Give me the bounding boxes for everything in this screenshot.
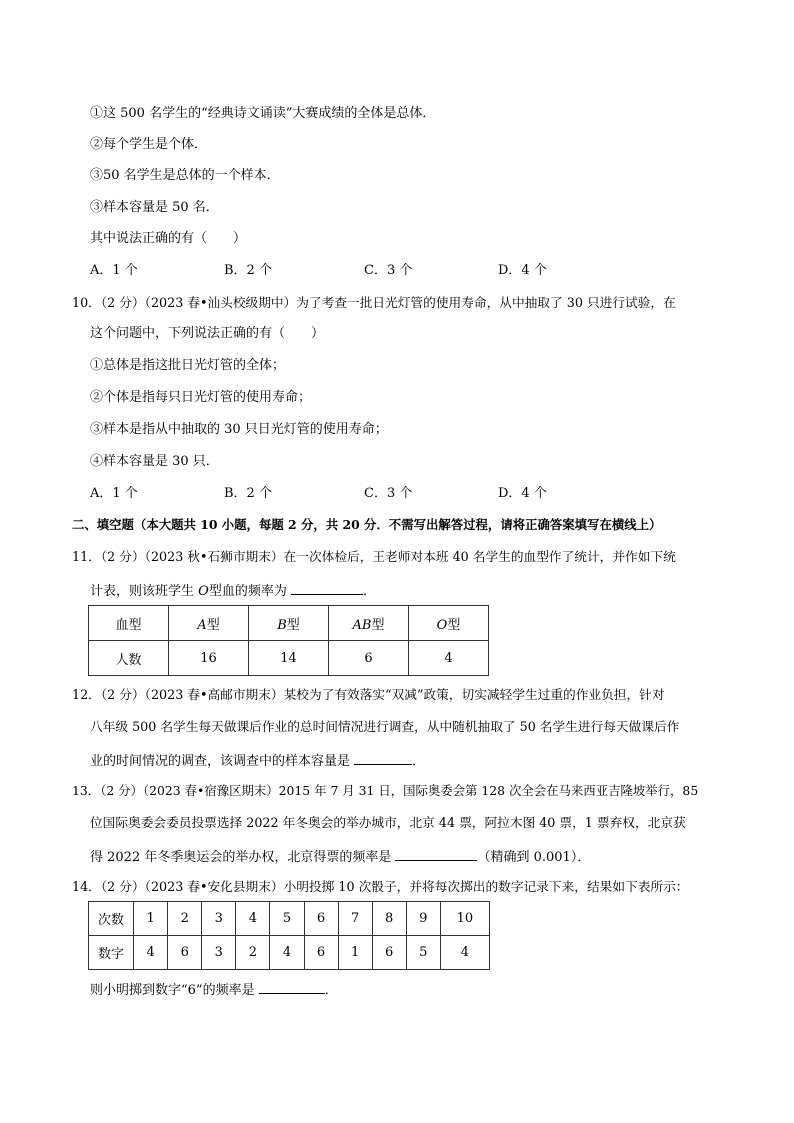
q10-statement-2: ②个体是指每只日光灯管的使用寿命； — [90, 390, 312, 405]
q13-line-1: 13．（2 分）（2023 春•宿豫区期末）2015 年 7 月 31 日，国际奥委会第 128 次全会在马来西亚吉隆坡举行，85 — [72, 783, 699, 798]
q13-line-2: 位国际奥委会委员投票选择 2022 年冬奥会的举办城市，北京 44 票，阿拉木图 40 票，1 票弃权，北京获 — [90, 815, 686, 830]
q14-count-cell: 9 — [406, 902, 440, 936]
q10-statement-3: ③样本是指从中抽取的 30 只日光灯管的使用寿命； — [90, 422, 388, 437]
q10-statement-1: ①总体是指这批日光灯管的全体； — [90, 358, 286, 373]
q10-statement-4: ④样本容量是 30 只． — [90, 454, 219, 469]
section-heading: 二、填空题（本大题共 10 小题，每题 2 分，共 20 分．不需写出解答过程，请将正确答案填写在横线上） — [72, 517, 662, 532]
q11-header-a: A型 — [169, 606, 249, 641]
q14-count-cell: 5 — [270, 902, 304, 936]
q14-row2-label: 数字 — [89, 936, 134, 970]
q11-value-a: 16 — [169, 641, 249, 676]
q14-count-cell: 8 — [372, 902, 406, 936]
q11-answer-blank[interactable] — [291, 580, 363, 595]
q14-count-cell: 6 — [304, 902, 338, 936]
q9-statement-3: ③50 名学生是总体的一个样本． — [90, 168, 280, 183]
q11-row-label: 人数 — [89, 641, 169, 676]
q14-number-cell: 4 — [440, 936, 489, 970]
q11-line-2b: 型血的频率为 — [208, 584, 291, 599]
q14-line-end-b: ． — [324, 983, 338, 998]
q12-answer-blank[interactable] — [354, 750, 412, 765]
q9-option-c: C．3 个 — [364, 263, 413, 278]
q14-count-cell: 10 — [440, 902, 489, 936]
q11-value-b: 14 — [249, 641, 329, 676]
q14-dice-table — [88, 901, 490, 970]
q11-blood-type-table — [88, 605, 489, 676]
q11-header-label: 血型 — [89, 606, 169, 641]
q9-option-b: B．2 个 — [224, 263, 272, 278]
q14-line-end-a: 则小明掷到数字“6”的频率是 — [90, 983, 259, 998]
q10-option-b: B．2 个 — [224, 486, 272, 501]
q11-header-ab: AB型 — [329, 606, 409, 641]
q11-line-2a: 计表，则该班学生 — [90, 584, 199, 599]
q14-number-cell: 4 — [134, 936, 168, 970]
q12-line-2: 八年级 500 名学生每天做课后作业的总时间情况进行调查，从中随机抽取了 50 名学生进行每天做课后作 — [90, 719, 680, 734]
q12-line-1: 12．（2 分）（2023 春•高邮市期末）某校为了有效落实“双减”政策，切实减轻学生过重的作业负担，针对 — [72, 687, 665, 702]
q10-option-a: A．1 个 — [90, 486, 138, 501]
q12-line-3-end: ． — [412, 754, 426, 769]
q13-answer-blank[interactable] — [395, 846, 477, 861]
q11-header-o: O型 — [409, 606, 489, 641]
q14-number-cell: 4 — [270, 936, 304, 970]
q10-option-d: D．4 个 — [498, 486, 547, 501]
q14-answer-blank[interactable] — [259, 979, 325, 994]
q9-option-d: D．4 个 — [498, 263, 547, 278]
q9-statement-4: ③样本容量是 50 名． — [90, 200, 219, 215]
q13-line-3 — [90, 846, 590, 867]
q14-row1-label: 次数 — [89, 902, 134, 936]
q14-count-cell: 3 — [202, 902, 236, 936]
q12-line-3 — [90, 750, 425, 771]
q14-number-cell: 6 — [372, 936, 406, 970]
q11-header-b: B型 — [249, 606, 329, 641]
q11-line-2-end: ． — [362, 584, 376, 599]
q11-value-ab: 6 — [329, 641, 409, 676]
q14-number-cell: 1 — [338, 936, 372, 970]
q14-line-1: 14．（2 分）（2023 春•安化县期末）小明投掷 10 次骰子，并将每次掷出的数字记录下来，结果如下表所示： — [72, 879, 689, 894]
q13-line-3a: 得 2022 年冬季奥运会的举办权，北京得票的频率是 — [90, 850, 396, 865]
q14-number-cell: 5 — [406, 936, 440, 970]
q9-prompt: 其中说法正确的有（ ） — [90, 231, 247, 246]
q14-count-cell: 4 — [236, 902, 270, 936]
q9-statement-2: ②每个学生是个体． — [90, 137, 208, 152]
q10-option-c: C．3 个 — [364, 486, 413, 501]
q12-line-3a: 业的时间情况的调查，该调查中的样本容量是 — [90, 754, 355, 769]
q10-line-1: 10．（2 分）（2023 春•汕头校级期中）为了考查一批日光灯管的使用寿命，从中抽取了 30 只进行试验，在 — [72, 295, 676, 310]
q14-number-cell: 2 — [236, 936, 270, 970]
q14-count-cell: 2 — [168, 902, 202, 936]
q14-number-cell: 6 — [304, 936, 338, 970]
q13-line-3-end: （精确到 0.001）． — [477, 850, 591, 865]
q14-number-cell: 3 — [202, 936, 236, 970]
q14-count-cell: 7 — [338, 902, 372, 936]
q11-line-2 — [90, 580, 376, 601]
q14-number-cell: 6 — [168, 936, 202, 970]
q11-var-o: O — [198, 584, 209, 599]
q9-statement-1: ①这 500 名学生的“经典诗文诵读”大赛成绩的全体是总体． — [90, 106, 436, 121]
q10-line-2: 这个问题中，下列说法正确的有（ ） — [90, 326, 325, 341]
q11-line-1: 11．（2 分）（2023 秋•石狮市期末）在一次体检后，王老师对本班 40 名学生的血型作了统计，并作如下统 — [72, 549, 676, 564]
q14-line-end — [90, 979, 338, 1000]
q9-option-a: A．1 个 — [90, 263, 138, 278]
q14-count-cell: 1 — [134, 902, 168, 936]
q11-value-o: 4 — [409, 641, 489, 676]
